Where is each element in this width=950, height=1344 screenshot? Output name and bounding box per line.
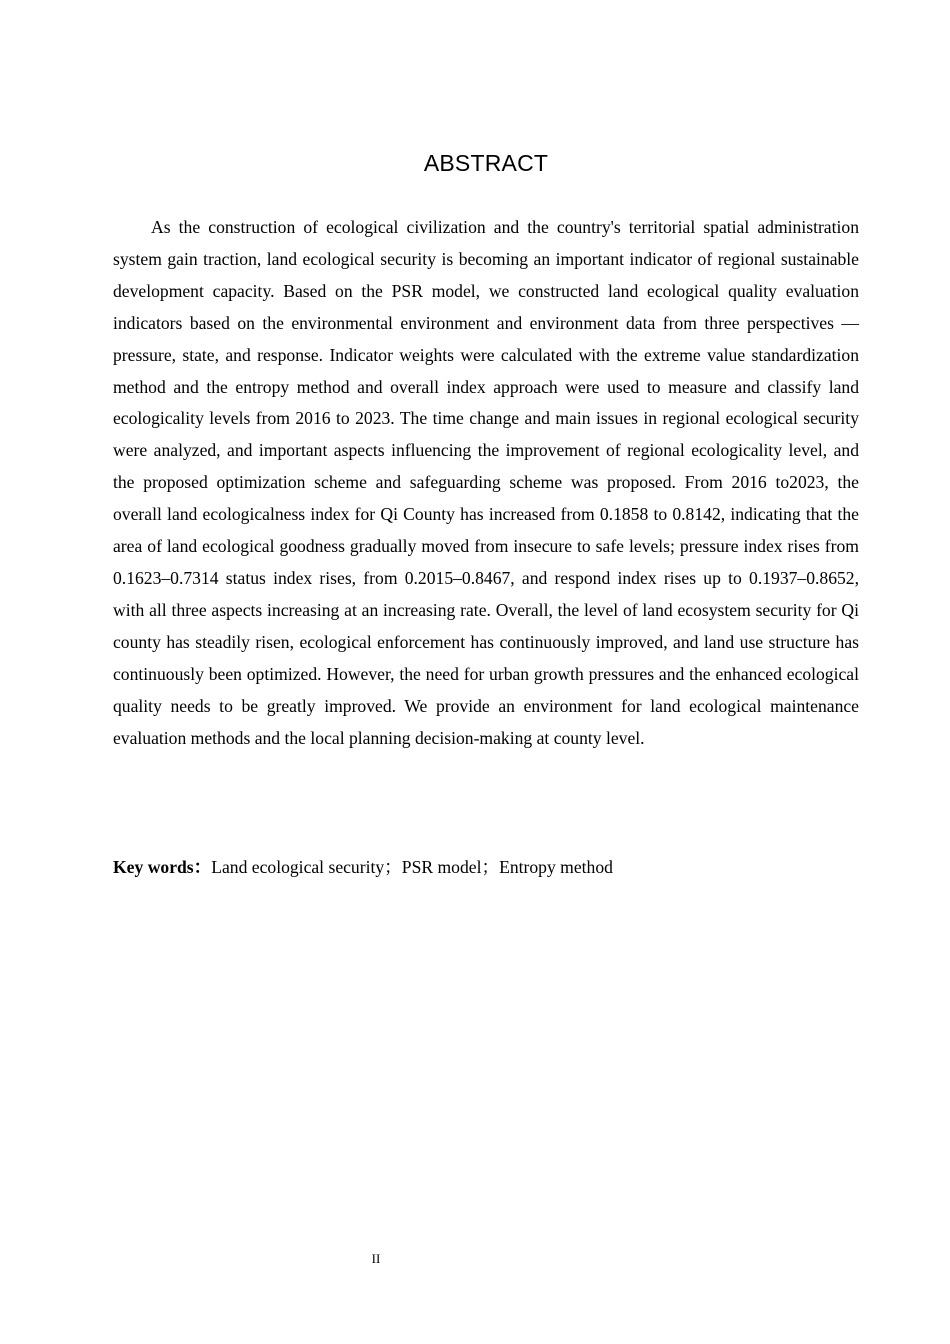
keyword-separator: ； <box>481 857 500 877</box>
keyword-3: Entropy method <box>499 857 613 877</box>
page-number: II <box>371 1251 381 1266</box>
abstract-body: As the construction of ecological civilization and the country's territorial spatial administration system gain traction, land ecological security is becoming an important indicator of regional sustainable development capacity. Based on the PSR model, we constructed land ecological quality evaluation indicators based on the environmental environment and environment data from three perspectives — pressure, state, and response. Indicator weights were calculated with the extreme value standardization method and the entropy method and overall index approach were used to measure and classify land ecologicality levels from 2016 to 2023. The time change and main issues in regional ecological security were analyzed, and important aspects influencing the improvement of regional ecologicality level, and the proposed optimization scheme and safeguarding scheme was proposed. From 2016 to2023, the overall land ecologicalness index for Qi County has increased from 0.1858 to 0.8142, indicating that the area of land ecological goodness gradually moved from insecure to safe levels; pressure index rises from 0.1623–0.7314 status index rises, from 0.2015–0.8467, and respond index rises up to 0.1937–0.8652, with all three aspects increasing at an increasing rate. Overall, the level of land ecosystem security for Qi county has steadily risen, ecological enforcement has continuously improved, and land use structure has continuously been optimized. However, the need for urban growth pressures and the enhanced ecological quality needs to be greatly improved. We provide an environment for land ecological maintenance evaluation methods and the local planning decision-making at county level. <box>113 217 859 748</box>
keyword-1: Land ecological security <box>211 857 385 877</box>
keyword-2: PSR model <box>401 857 482 877</box>
keyword-separator: ； <box>384 857 402 877</box>
keywords-label: Key words： <box>113 857 212 877</box>
abstract-title: ABSTRACT <box>423 150 549 176</box>
keywords-line <box>113 851 859 883</box>
